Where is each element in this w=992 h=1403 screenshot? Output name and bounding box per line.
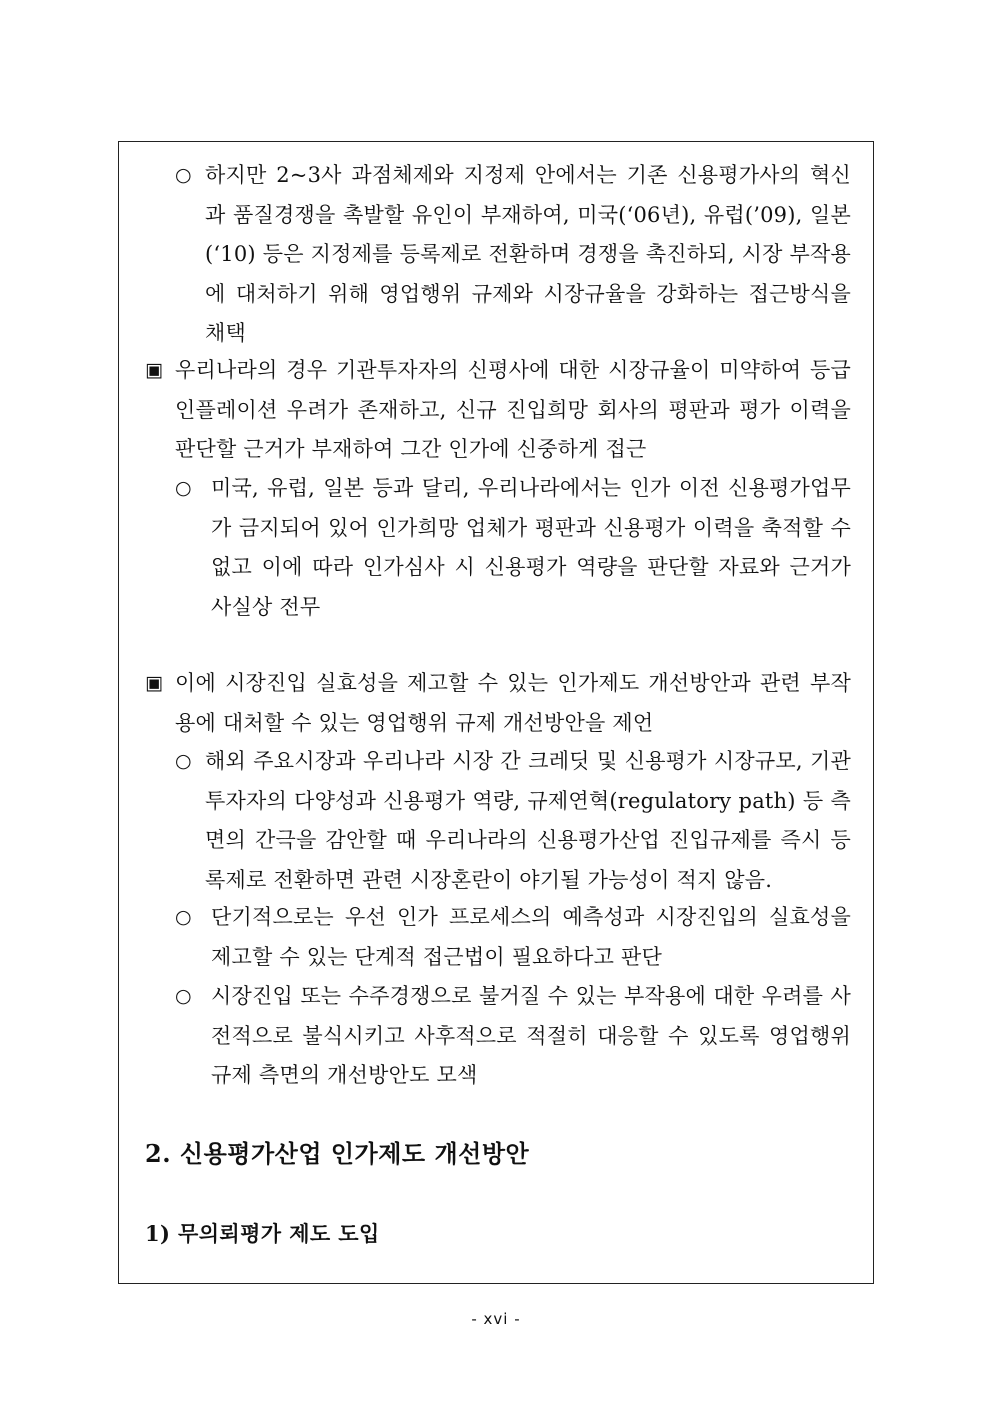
circle-bullet-icon: ○ [175,164,192,186]
square-bullet-icon: ▣ [145,359,164,381]
bullet-text: 하지만 2~3사 과점체제와 지정제 안에서는 기존 신용평가사의 혁신과 품질경쟁을 촉발할 유인이 부재하여, 미국(‘06년), 유럽(’09), 일본(‘10) 등은 지정제를 등록제로 전환하며 경쟁을 촉진하되, 시장 부작용에 대처하기 위해 영업행위 규제와 시장규율을 강화하는 접근방식을 채택 [205,163,851,345]
content-box [118,141,874,1284]
circle-bullet-icon: ○ [175,750,192,772]
circle-bullet-icon: ○ [175,906,192,928]
section-bullet-item [145,664,851,743]
bullet-text: 해외 주요시장과 우리나라 시장 간 크레딧 및 신용평가 시장규모, 기관투자자의 다양성과 신용평가 역량, 규제연혁(regulatory path) 등 측면의 간극을 감안할 때 우리나라의 신용평가산업 진입규제를 즉시 등록제로 전환하면 관련 시장혼란이 야기될 가능성이 적지 않음. [205,749,851,892]
bullet-item [175,977,851,1096]
section-bullet-item [145,351,851,470]
bullet-text: 단기적으로는 우선 인가 프로세스의 예측성과 시장진입의 실효성을 제고할 수 있는 단계적 접근법이 필요하다고 판단 [211,905,851,969]
section-heading: 2. 신용평가산업 인가제도 개선방안 [145,1139,530,1168]
bullet-text: 미국, 유럽, 일본 등과 달리, 우리나라에서는 인가 이전 신용평가업무가 금지되어 있어 인가희망 업체가 평판과 신용평가 이력을 축적할 수 없고 이에 따라 인가심사 시 신용평가 역량을 판단할 자료와 근거가 사실상 전무 [211,476,851,619]
circle-bullet-icon: ○ [175,477,192,499]
bullet-item [175,742,851,900]
bullet-item [175,156,851,354]
page-number: - xvi - [471,1310,521,1328]
bullet-text: 시장진입 또는 수주경쟁으로 불거질 수 있는 부작용에 대한 우려를 사전적으로 불식시키고 사후적으로 적절히 대응할 수 있도록 영업행위 규제 측면의 개선방안도 모색 [211,984,851,1087]
bullet-text: 우리나라의 경우 기관투자자의 신평사에 대한 시장규율이 미약하여 등급 인플레이션 우려가 존재하고, 신규 진입희망 회사의 평판과 평가 이력을 판단할 근거가 부재하여 그간 인가에 신중하게 접근 [175,358,851,461]
bullet-text: 이에 시장진입 실효성을 제고할 수 있는 인가제도 개선방안과 관련 부작용에 대처할 수 있는 영업행위 규제 개선방안을 제언 [175,671,851,735]
bullet-item [175,469,851,627]
square-bullet-icon: ▣ [145,672,164,694]
bullet-item [175,898,851,977]
subsection-heading: 1) 무의뢰평가 제도 도입 [145,1221,380,1246]
circle-bullet-icon: ○ [175,985,192,1007]
